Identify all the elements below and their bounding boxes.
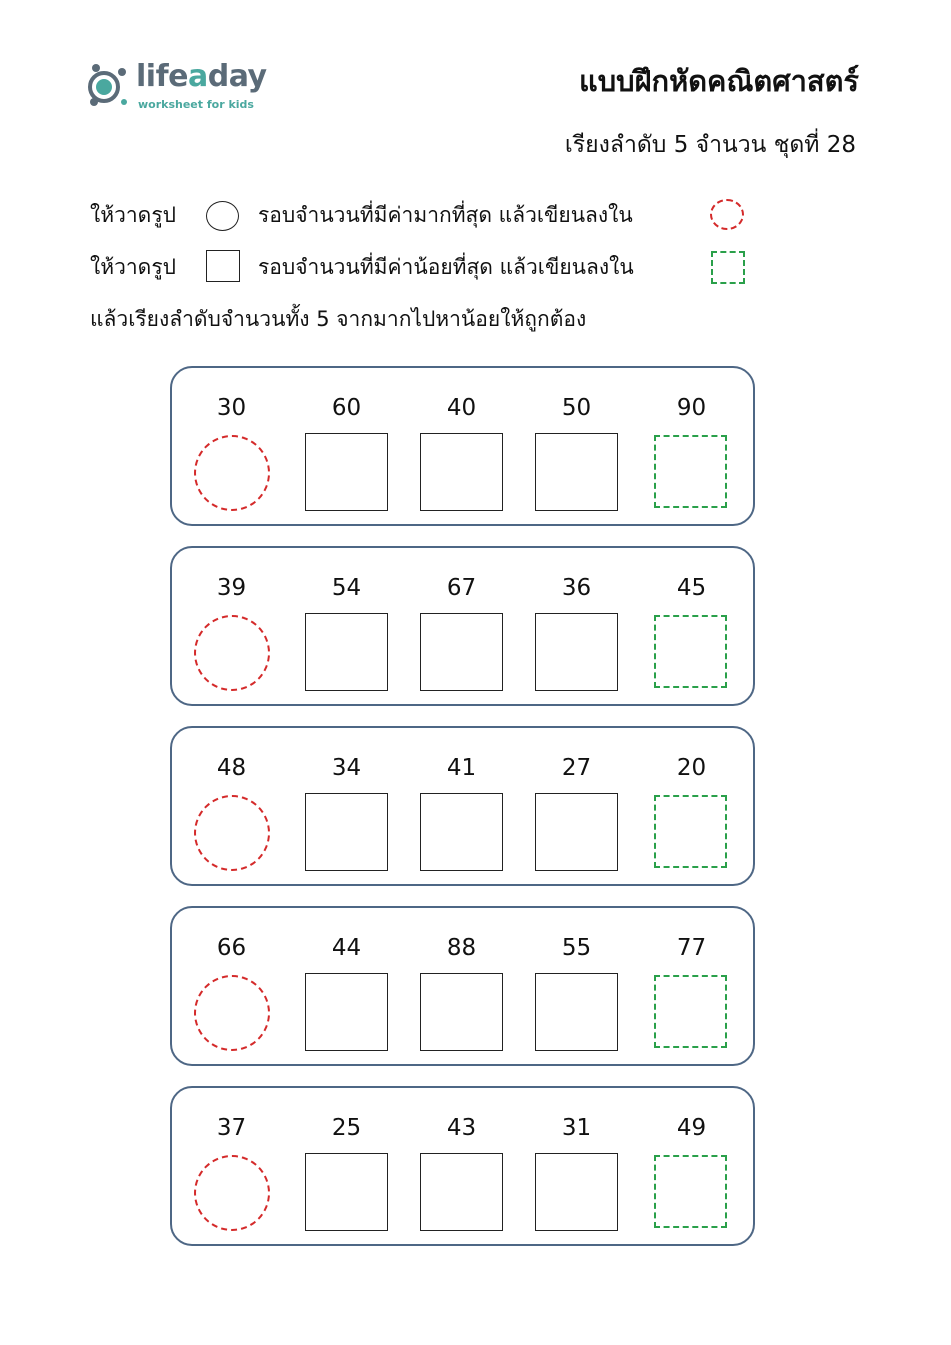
number-label: 45	[676, 575, 707, 601]
answer-box[interactable]	[305, 613, 388, 691]
min-answer-square[interactable]	[654, 615, 727, 688]
exercise-cell	[404, 548, 519, 704]
number-label: 41	[446, 755, 477, 781]
number-label: 43	[446, 1115, 477, 1141]
max-answer-circle[interactable]	[194, 615, 270, 691]
exercise-cell	[519, 368, 634, 524]
answer-box[interactable]	[305, 433, 388, 511]
square-symbol-icon	[206, 250, 240, 282]
exercise-row-4	[170, 906, 755, 1066]
number-label: 27	[561, 755, 592, 781]
circle-symbol-icon	[206, 201, 239, 231]
page-title: แบบฝึกหัดคณิตศาสตร์	[579, 64, 859, 98]
exercise-cell	[634, 1088, 749, 1244]
instruction-min-text: รอบจำนวนที่มีค่าน้อยที่สุด แล้วเขียนลงใน	[258, 255, 634, 279]
red-dashed-circle-icon	[710, 199, 744, 230]
number-label: 31	[561, 1115, 592, 1141]
molecule-icon	[86, 58, 134, 110]
lifeaday-logo	[86, 58, 276, 118]
min-answer-square[interactable]	[654, 435, 727, 508]
exercise-cell	[174, 1088, 289, 1244]
answer-box[interactable]	[535, 613, 618, 691]
instruction-order-text: แล้วเรียงลำดับจำนวนทั้ง 5 จากมากไปหาน้อยให้ถูกต้อง	[90, 307, 587, 331]
answer-box[interactable]	[535, 433, 618, 511]
exercise-row-3	[170, 726, 755, 886]
number-label: 49	[676, 1115, 707, 1141]
instruction-max-prefix: ให้วาดรูป	[90, 203, 176, 227]
logo-tagline: worksheet for kids	[138, 98, 254, 111]
answer-box[interactable]	[420, 1153, 503, 1231]
number-label: 34	[331, 755, 362, 781]
number-label: 30	[216, 395, 247, 421]
exercise-cell	[174, 548, 289, 704]
exercise-cell	[289, 728, 404, 884]
exercise-cell	[289, 548, 404, 704]
number-label: 25	[331, 1115, 362, 1141]
answer-box[interactable]	[420, 433, 503, 511]
max-answer-circle[interactable]	[194, 435, 270, 511]
exercise-row-2	[170, 546, 755, 706]
exercise-cell	[404, 728, 519, 884]
green-dashed-square-icon	[711, 251, 745, 284]
exercise-cell	[404, 908, 519, 1064]
exercise-cell	[634, 908, 749, 1064]
exercise-cell	[634, 368, 749, 524]
max-answer-circle[interactable]	[194, 795, 270, 871]
exercise-cell	[519, 1088, 634, 1244]
instruction-max-text: รอบจำนวนที่มีค่ามากที่สุด แล้วเขียนลงใน	[258, 203, 633, 227]
number-label: 90	[676, 395, 707, 421]
exercise-cell	[519, 908, 634, 1064]
answer-box[interactable]	[535, 973, 618, 1051]
number-label: 39	[216, 575, 247, 601]
exercise-cell	[404, 368, 519, 524]
number-label: 66	[216, 935, 247, 961]
exercise-cell	[174, 908, 289, 1064]
number-label: 77	[676, 935, 707, 961]
number-label: 40	[446, 395, 477, 421]
number-label: 55	[561, 935, 592, 961]
answer-box[interactable]	[420, 613, 503, 691]
min-answer-square[interactable]	[654, 975, 727, 1048]
exercise-cell	[634, 728, 749, 884]
exercise-cell	[519, 548, 634, 704]
number-label: 37	[216, 1115, 247, 1141]
answer-box[interactable]	[305, 973, 388, 1051]
logo-wordmark: lifeaday	[136, 59, 267, 94]
exercise-list	[170, 366, 755, 1266]
exercise-row-1	[170, 366, 755, 526]
answer-box[interactable]	[420, 973, 503, 1051]
number-label: 67	[446, 575, 477, 601]
exercise-cell	[519, 728, 634, 884]
page-subtitle: เรียงลำดับ 5 จำนวน ชุดที่ 28	[564, 132, 856, 158]
number-label: 44	[331, 935, 362, 961]
number-label: 36	[561, 575, 592, 601]
answer-box[interactable]	[535, 793, 618, 871]
number-label: 60	[331, 395, 362, 421]
max-answer-circle[interactable]	[194, 1155, 270, 1231]
exercise-row-5	[170, 1086, 755, 1246]
exercise-cell	[289, 1088, 404, 1244]
exercise-cell	[404, 1088, 519, 1244]
answer-box[interactable]	[420, 793, 503, 871]
exercise-cell	[634, 548, 749, 704]
answer-box[interactable]	[305, 1153, 388, 1231]
number-label: 50	[561, 395, 592, 421]
min-answer-square[interactable]	[654, 795, 727, 868]
exercise-cell	[289, 368, 404, 524]
number-label: 88	[446, 935, 477, 961]
exercise-cell	[289, 908, 404, 1064]
exercise-cell	[174, 368, 289, 524]
max-answer-circle[interactable]	[194, 975, 270, 1051]
instruction-min-prefix: ให้วาดรูป	[90, 255, 176, 279]
number-label: 48	[216, 755, 247, 781]
answer-box[interactable]	[535, 1153, 618, 1231]
answer-box[interactable]	[305, 793, 388, 871]
number-label: 54	[331, 575, 362, 601]
number-label: 20	[676, 755, 707, 781]
min-answer-square[interactable]	[654, 1155, 727, 1228]
exercise-cell	[174, 728, 289, 884]
